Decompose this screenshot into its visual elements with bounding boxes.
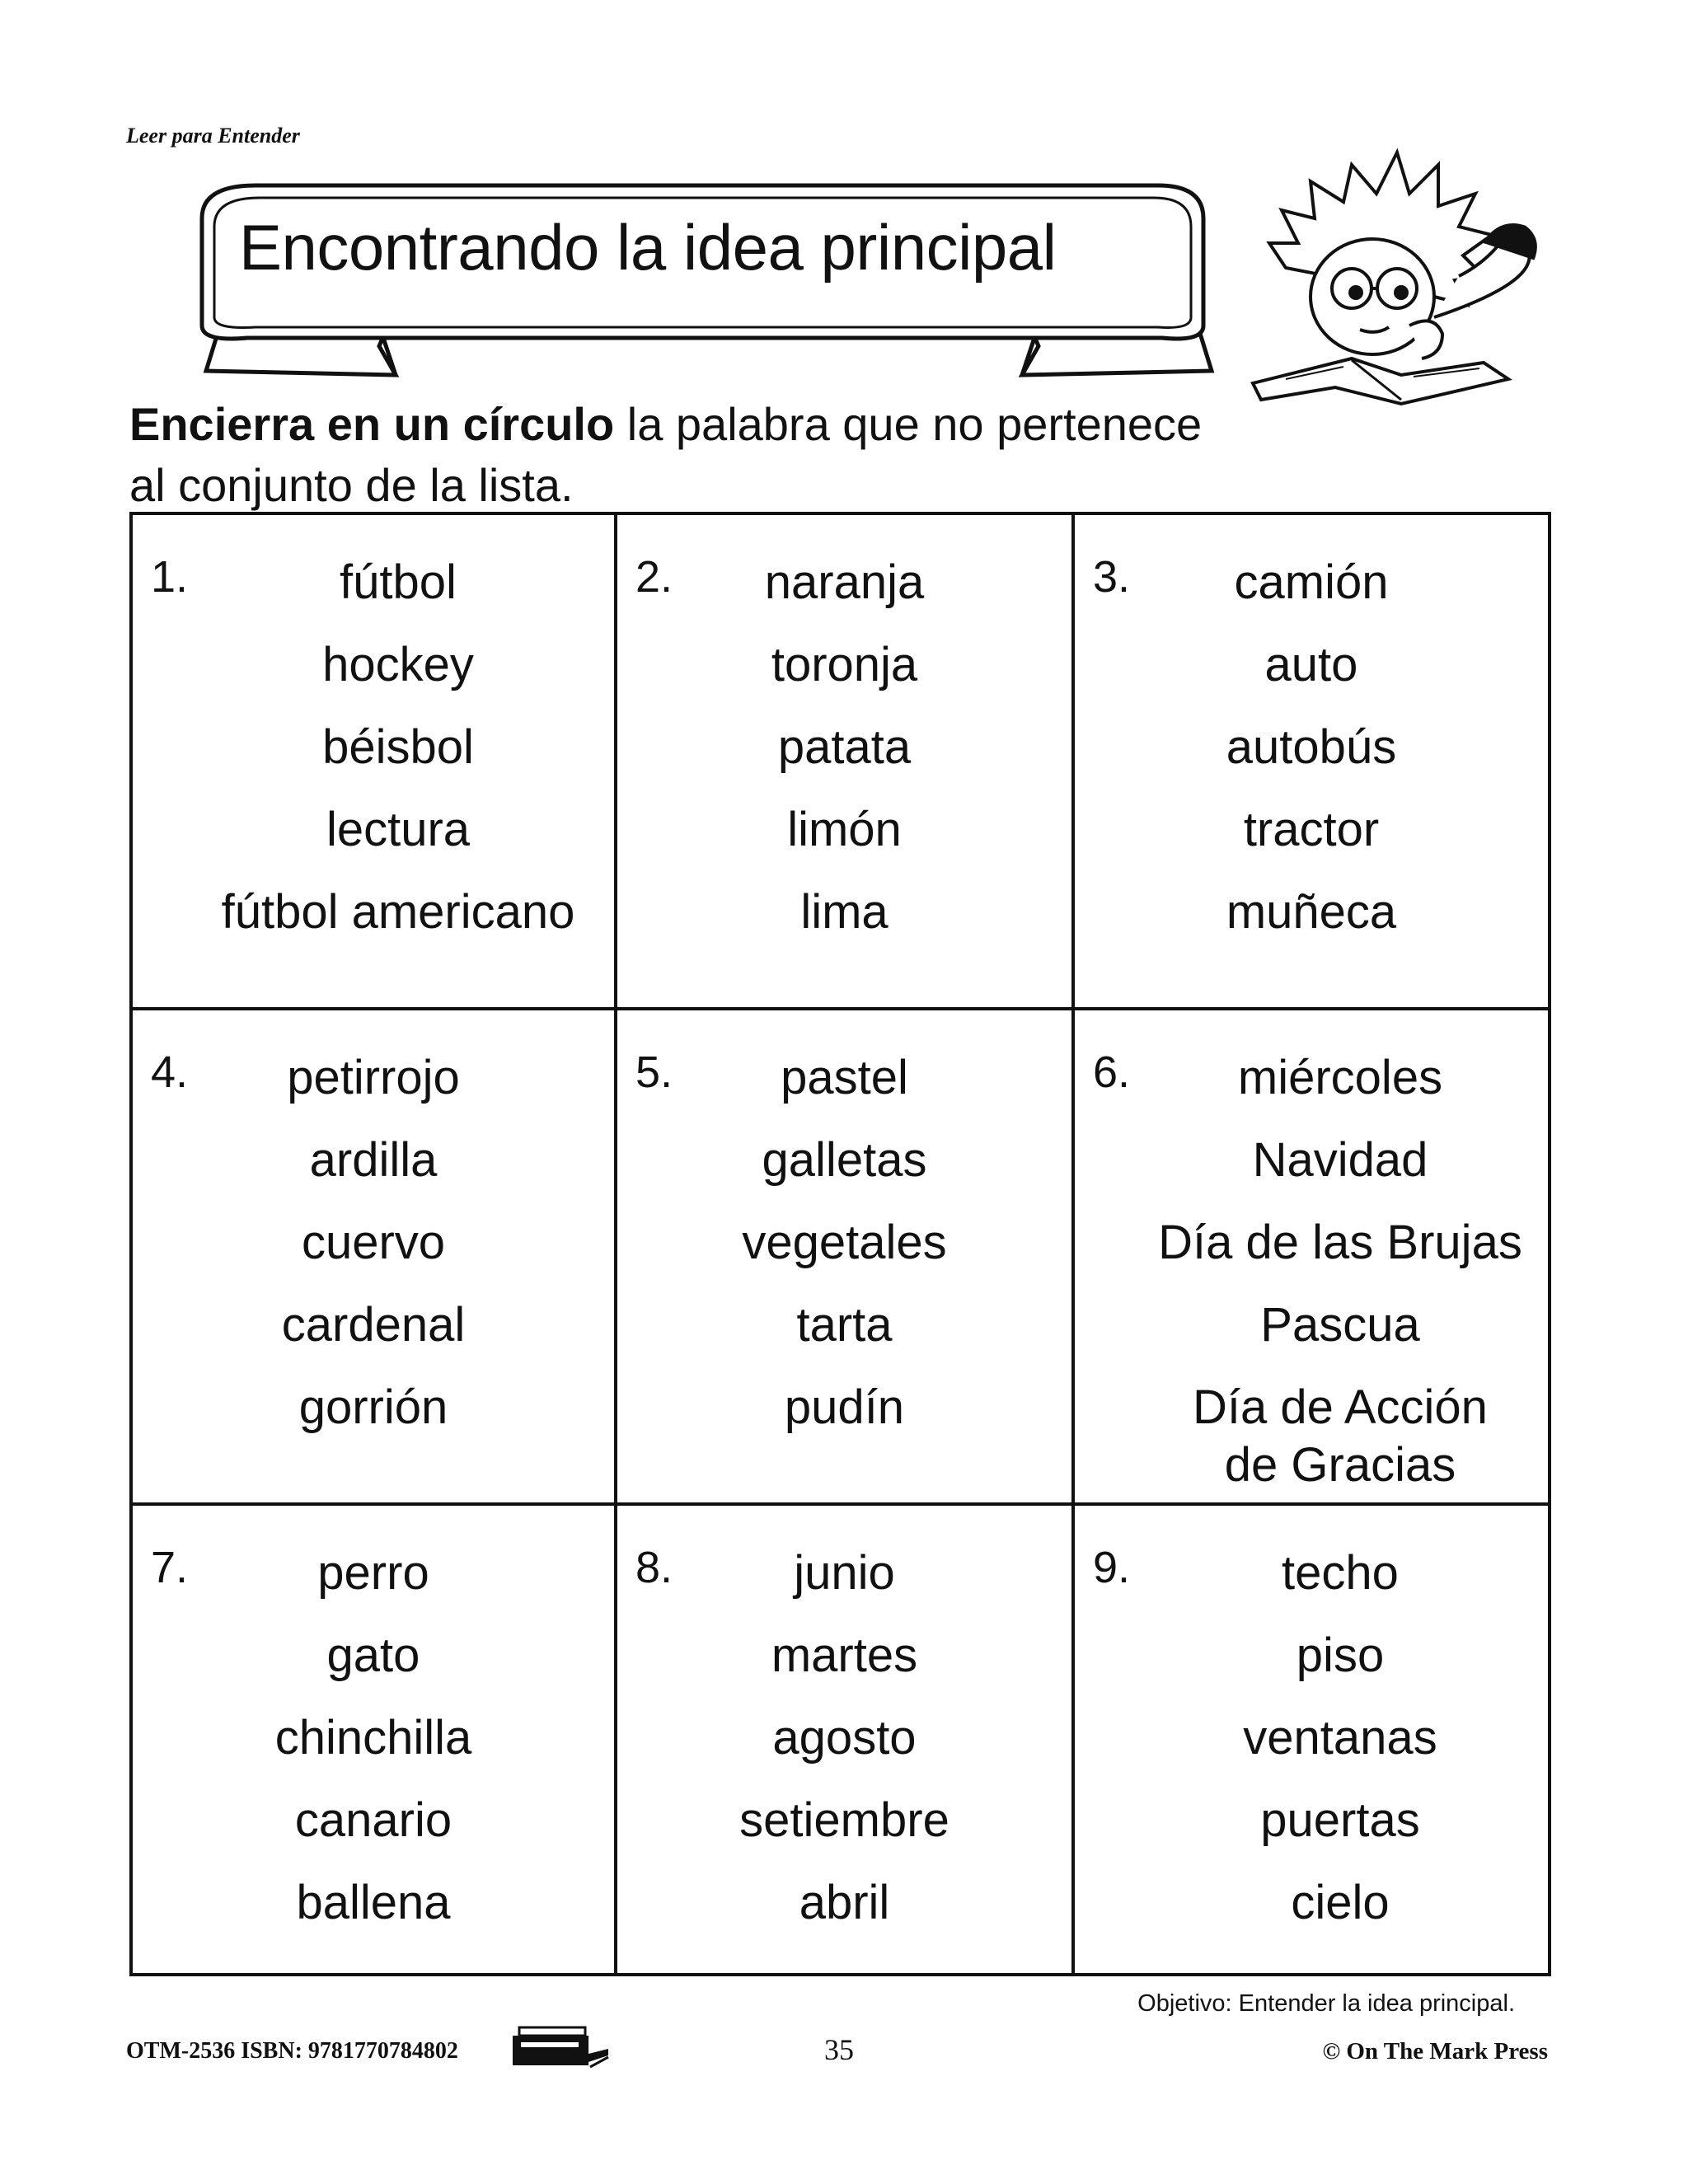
word[interactable]: gato [326,1629,420,1682]
word[interactable]: canario [294,1793,452,1847]
item-number: 3. [1093,552,1131,602]
word[interactable]: junio [794,1546,895,1600]
word[interactable]: vegetales [742,1216,947,1269]
item-cell-8 [617,1506,1075,1973]
copyright-text: © On The Mark Press [1322,2038,1548,2064]
product-code: OTM-2536 ISBN: 9781770784802 [126,2038,458,2064]
word[interactable]: pastel [781,1051,908,1104]
word[interactable]: Pascua [1260,1298,1420,1352]
word-list [1075,541,1548,954]
series-title: Leer para Entender [126,124,300,148]
word[interactable]: martes [771,1629,918,1682]
word[interactable]: miércoles [1237,1051,1443,1104]
word[interactable]: ballena [296,1876,451,1929]
word[interactable]: cardenal [281,1298,466,1352]
word[interactable]: auto [1264,638,1358,691]
item-number: 7. [151,1543,189,1592]
word[interactable]: galletas [762,1133,927,1187]
word[interactable]: fútbol americano [221,885,575,939]
word[interactable]: de Gracias [1224,1438,1456,1492]
page-number: 35 [824,2033,854,2066]
word[interactable]: lima [800,885,889,939]
word-list [617,541,1071,954]
word[interactable]: hockey [322,638,474,691]
instruction-text [129,394,1415,516]
word-list [617,1037,1071,1449]
word[interactable]: limón [787,803,902,856]
word[interactable]: muñeca [1226,885,1397,939]
word-grid [129,512,1551,1976]
boy-reading-book-icon [1236,120,1550,424]
word[interactable]: setiembre [739,1793,950,1847]
word[interactable]: Día de Acción [1193,1380,1488,1434]
word[interactable]: ardilla [309,1133,438,1187]
word-list [133,1532,614,1944]
instruction-rest: la palabra que no pertenece [614,398,1203,450]
word[interactable]: agosto [772,1711,917,1765]
word[interactable]: gorrión [298,1380,448,1434]
item-cell-9 [1075,1506,1548,1973]
word[interactable]: abril [799,1876,890,1929]
word[interactable]: fútbol [340,555,457,609]
word[interactable]: techo [1282,1546,1399,1600]
word[interactable]: Día de las Brujas [1158,1216,1522,1269]
item-cell-4 [133,1010,617,1506]
item-number: 9. [1093,1543,1131,1592]
item-number: 6. [1093,1047,1131,1097]
instruction-line2: al conjunto de la lista. [129,459,574,511]
word[interactable]: tractor [1243,803,1380,856]
word-list [1132,1532,1548,1944]
word[interactable]: tarta [796,1298,893,1352]
word[interactable]: perro [317,1546,429,1600]
item-number: 2. [635,552,673,602]
item-cell-6 [1075,1010,1548,1506]
word[interactable]: chinchilla [274,1711,472,1765]
item-cell-7 [133,1506,617,1973]
word[interactable]: pudín [784,1380,905,1434]
item-number: 1. [151,552,189,602]
word[interactable]: béisbol [322,720,474,774]
word[interactable]: puertas [1260,1793,1420,1847]
item-cell-3 [1075,515,1548,1010]
instruction-bold: Encierra en un círculo [129,398,615,450]
word[interactable]: patata [777,720,912,774]
word-list [182,541,614,954]
word[interactable]: cielo [1291,1876,1390,1929]
photocopier-icon [511,2024,610,2070]
objective-text: Objetivo: Entender la idea principal. [1137,1990,1515,2017]
word[interactable]: naranja [764,555,925,609]
item-cell-5 [617,1010,1075,1506]
word[interactable]: piso [1296,1629,1385,1682]
word[interactable]: Navidad [1252,1133,1428,1187]
item-number: 4. [151,1047,189,1097]
word[interactable]: camión [1234,555,1389,609]
item-cell-2 [617,515,1075,1010]
word[interactable]: ventanas [1243,1711,1437,1765]
word[interactable]: lectura [326,803,471,856]
word-list [1132,1037,1548,1494]
item-number: 8. [635,1543,673,1592]
item-cell-1 [133,515,617,1010]
word[interactable]: petirrojo [287,1051,460,1104]
word-list [617,1532,1071,1944]
page-title: Encontrando la idea principal [239,211,1057,284]
word[interactable]: cuervo [301,1216,446,1269]
word[interactable]: toronja [771,638,918,691]
item-number: 5. [635,1047,673,1097]
word[interactable]: autobús [1226,720,1397,774]
word-list [133,1037,614,1449]
